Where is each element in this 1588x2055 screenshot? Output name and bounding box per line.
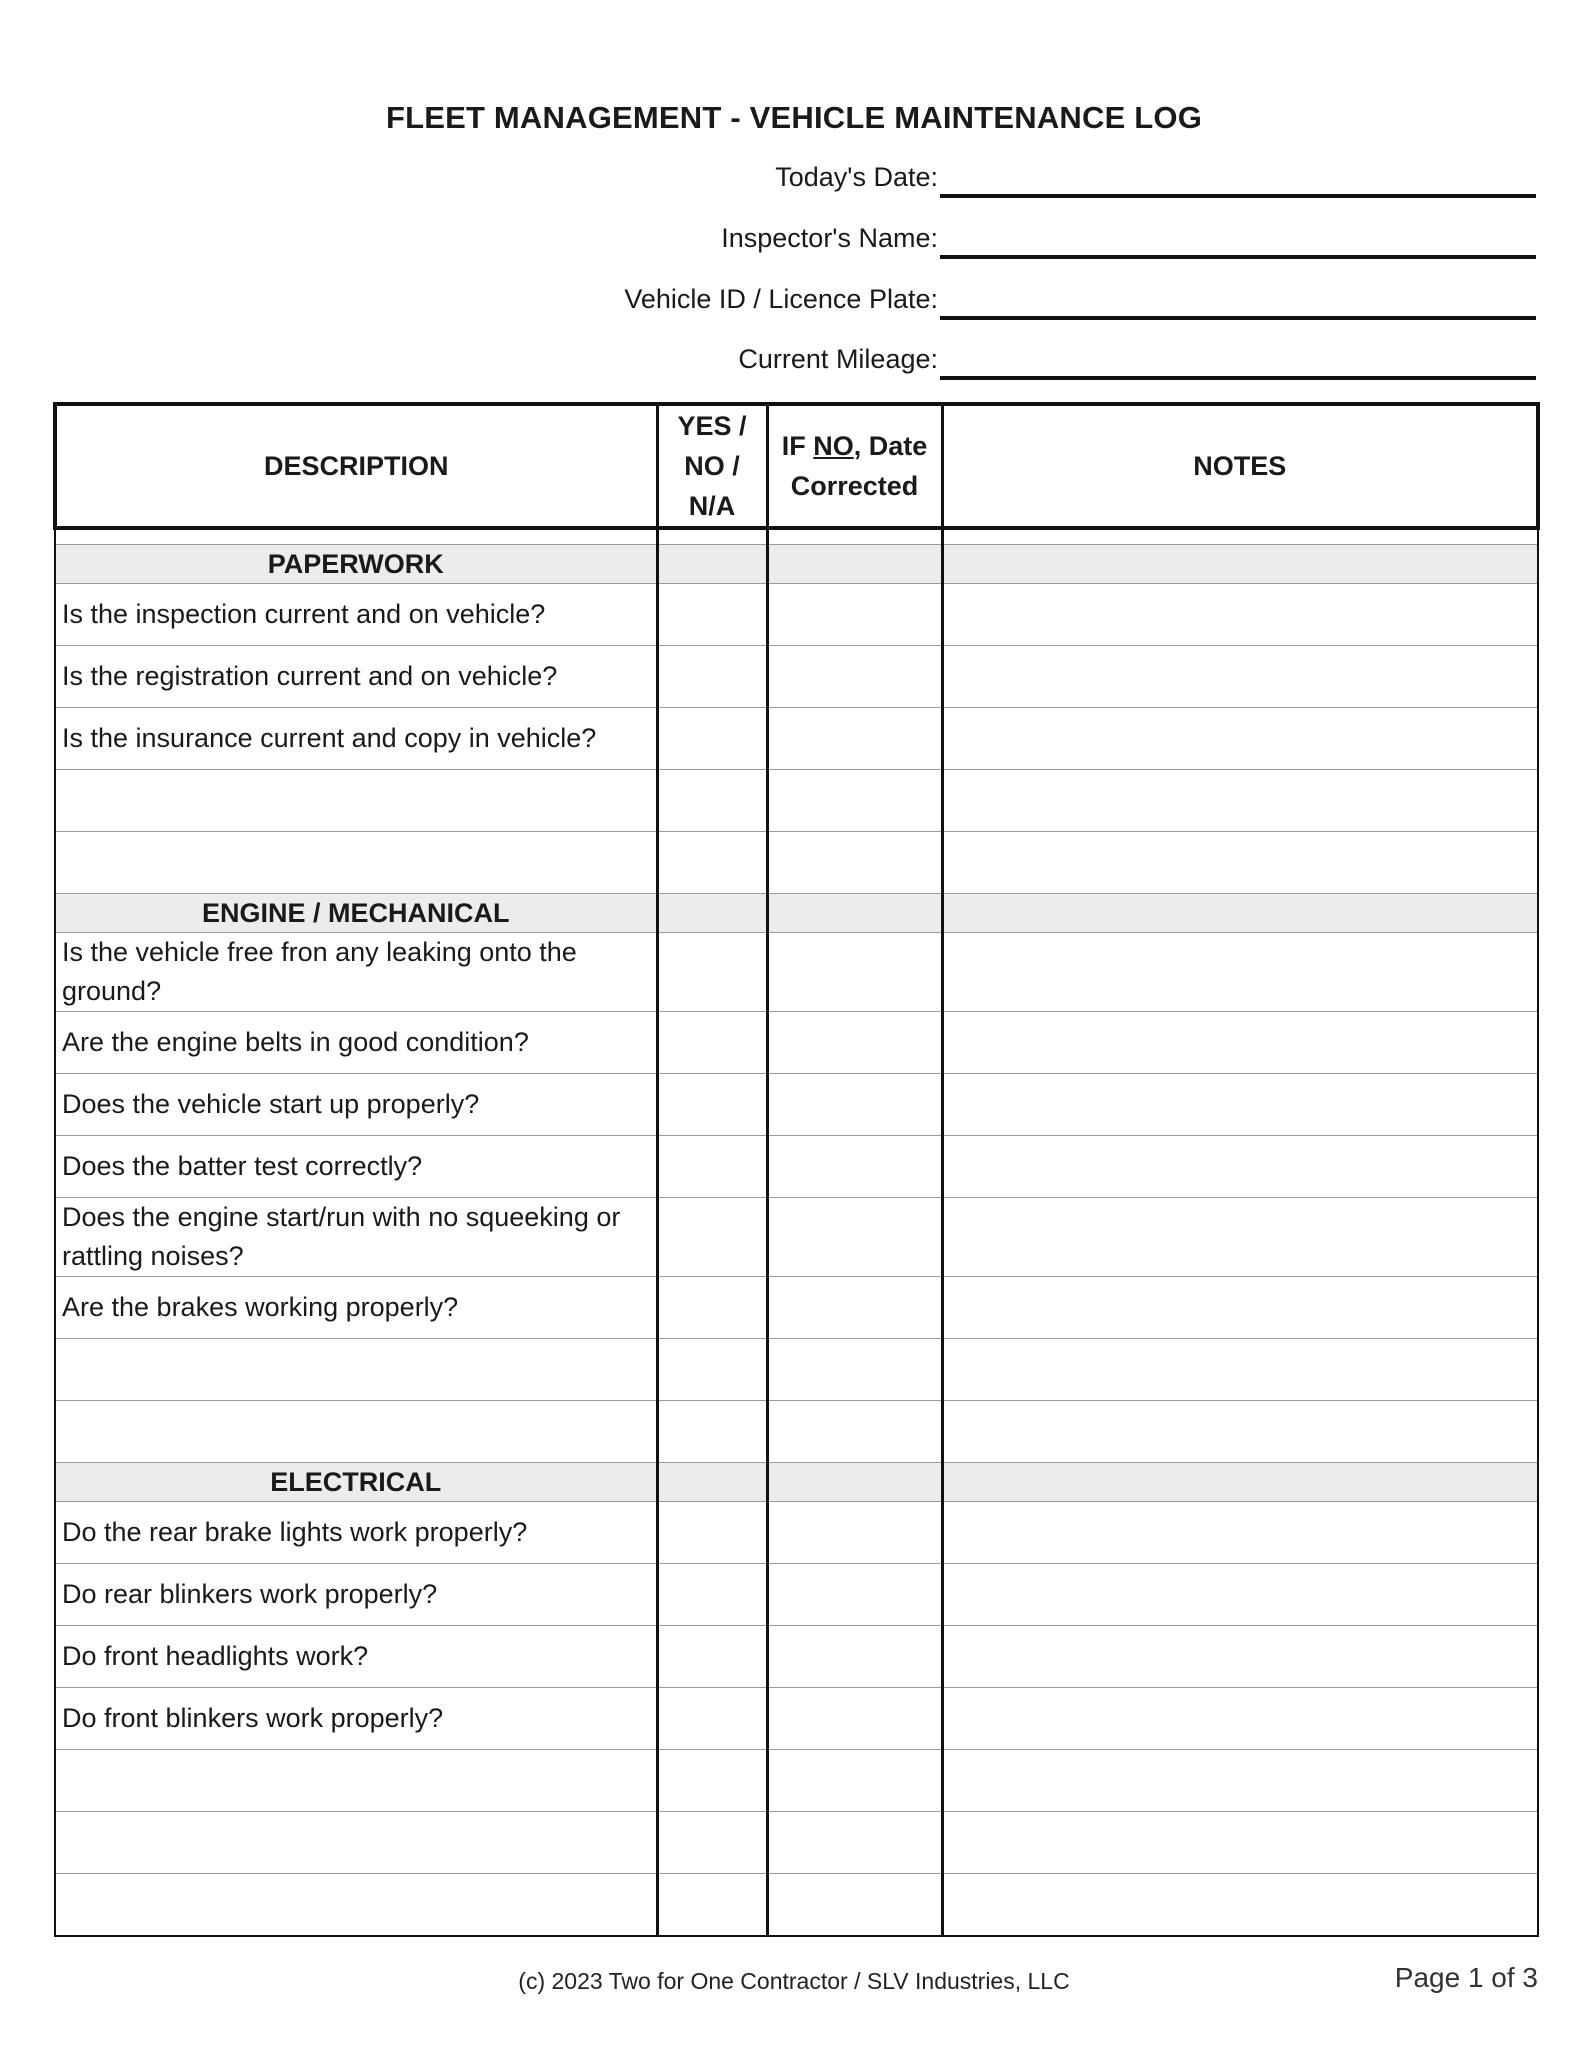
todays-date-field[interactable] (940, 194, 1536, 198)
date-corrected-cell[interactable] (767, 584, 942, 646)
table-row (55, 832, 1538, 894)
header-description: DESCRIPTION (55, 404, 657, 528)
header-notes: NOTES (942, 404, 1538, 528)
date-corrected-cell[interactable] (767, 646, 942, 708)
yes-no-na-cell[interactable] (657, 1339, 767, 1401)
table-row (55, 933, 1538, 1012)
date-corrected-cell[interactable] (767, 1688, 942, 1750)
notes-cell[interactable] (942, 1401, 1538, 1463)
item-description[interactable] (55, 1812, 657, 1874)
table-row (55, 1012, 1538, 1074)
notes-cell[interactable] (942, 1074, 1538, 1136)
page-number: Page 1 of 3 (1394, 1962, 1538, 1993)
notes-cell[interactable] (942, 1874, 1538, 1937)
date-corrected-cell[interactable] (767, 1502, 942, 1564)
item-description[interactable] (55, 1339, 657, 1401)
date-corrected-cell[interactable] (767, 1750, 942, 1812)
yes-no-na-cell[interactable] (657, 1750, 767, 1812)
table-row (55, 1136, 1538, 1198)
notes-cell[interactable] (942, 708, 1538, 770)
yes-no-na-cell[interactable] (657, 1688, 767, 1750)
item-description: Are the brakes working properly? (55, 1277, 657, 1339)
notes-cell[interactable] (942, 584, 1538, 646)
yes-no-na-cell[interactable] (657, 1198, 767, 1277)
section-title: ENGINE / MECHANICAL (55, 894, 657, 933)
item-description: Do the rear brake lights work properly? (55, 1502, 657, 1564)
item-description: Is the inspection current and on vehicle? (55, 584, 657, 646)
yes-no-na-cell[interactable] (657, 1136, 767, 1198)
section-paperwork (55, 545, 1538, 584)
item-description[interactable] (55, 1401, 657, 1463)
date-corrected-cell[interactable] (767, 1277, 942, 1339)
table-row (55, 708, 1538, 770)
current-mileage-row (336, 340, 1536, 390)
notes-cell[interactable] (942, 1502, 1538, 1564)
header-no: NO / (684, 451, 740, 481)
item-description: Is the insurance current and copy in vehicle? (55, 708, 657, 770)
date-corrected-cell[interactable] (767, 1074, 942, 1136)
vehicle-id-field[interactable] (940, 316, 1536, 320)
yes-no-na-cell[interactable] (657, 933, 767, 1012)
item-description[interactable] (55, 1874, 657, 1937)
table-row (55, 1812, 1538, 1874)
notes-cell[interactable] (942, 1688, 1538, 1750)
date-corrected-cell[interactable] (767, 1874, 942, 1937)
date-corrected-cell[interactable] (767, 1626, 942, 1688)
header-corrected: Corrected (790, 471, 919, 501)
yes-no-na-cell[interactable] (657, 1502, 767, 1564)
item-description: Are the engine belts in good condition? (55, 1012, 657, 1074)
table-row (55, 1626, 1538, 1688)
table-row (55, 1277, 1538, 1339)
table-row (55, 1074, 1538, 1136)
maintenance-log-table (53, 402, 1540, 1937)
todays-date-row (336, 158, 1536, 208)
notes-cell[interactable] (942, 933, 1538, 1012)
yes-no-na-cell[interactable] (657, 1564, 767, 1626)
date-corrected-cell[interactable] (767, 770, 942, 832)
todays-date-label: Today's Date: (775, 162, 938, 192)
yes-no-na-cell[interactable] (657, 584, 767, 646)
section-title: PAPERWORK (55, 545, 657, 584)
header-date: , Date (853, 431, 928, 461)
notes-cell[interactable] (942, 1339, 1538, 1401)
yes-no-na-cell[interactable] (657, 708, 767, 770)
table-row (55, 1874, 1538, 1937)
section-title: ELECTRICAL (55, 1463, 657, 1502)
notes-cell[interactable] (942, 1198, 1538, 1277)
yes-no-na-cell[interactable] (657, 1401, 767, 1463)
item-description: Do front blinkers work properly? (55, 1688, 657, 1750)
notes-cell[interactable] (942, 832, 1538, 894)
yes-no-na-cell[interactable] (657, 832, 767, 894)
vehicle-id-label: Vehicle ID / Licence Plate: (624, 284, 938, 314)
table-row (55, 1564, 1538, 1626)
date-corrected-cell[interactable] (767, 1401, 942, 1463)
notes-cell[interactable] (942, 1136, 1538, 1198)
notes-cell[interactable] (942, 1564, 1538, 1626)
header-yes: YES / (677, 411, 747, 441)
table-row (55, 770, 1538, 832)
yes-no-na-cell[interactable] (657, 646, 767, 708)
yes-no-na-cell[interactable] (657, 1812, 767, 1874)
header-yes-no-na (657, 404, 767, 528)
current-mileage-label: Current Mileage: (738, 344, 938, 374)
inspector-name-field[interactable] (940, 255, 1536, 259)
notes-cell[interactable] (942, 1012, 1538, 1074)
header-if-prefix: IF (781, 431, 814, 461)
item-description[interactable] (55, 832, 657, 894)
spacer-row (55, 528, 1538, 545)
yes-no-na-cell[interactable] (657, 1874, 767, 1937)
header-no-underlined: NO (813, 431, 854, 461)
notes-cell[interactable] (942, 1626, 1538, 1688)
date-corrected-cell[interactable] (767, 1812, 942, 1874)
item-description: Is the registration current and on vehicle? (55, 646, 657, 708)
item-description: Does the vehicle start up properly? (55, 1074, 657, 1136)
item-description: Does the batter test correctly? (55, 1136, 657, 1198)
item-description: Do front headlights work? (55, 1626, 657, 1688)
notes-cell[interactable] (942, 1750, 1538, 1812)
table-row (55, 646, 1538, 708)
header-na: N/A (688, 491, 736, 521)
table-header-row (55, 404, 1538, 528)
footer-copyright: (c) 2023 Two for One Contractor / SLV Industries, LLC (518, 1968, 1070, 1994)
notes-cell[interactable] (942, 646, 1538, 708)
item-description: Is the vehicle free fron any leaking onto the ground? (55, 933, 657, 1012)
item-description[interactable] (55, 1750, 657, 1812)
vehicle-id-row (336, 280, 1536, 330)
current-mileage-field[interactable] (940, 376, 1536, 380)
date-corrected-cell[interactable] (767, 832, 942, 894)
date-corrected-cell[interactable] (767, 1339, 942, 1401)
yes-no-na-cell[interactable] (657, 1012, 767, 1074)
date-corrected-cell[interactable] (767, 708, 942, 770)
table-row (55, 1688, 1538, 1750)
table-row (55, 1401, 1538, 1463)
yes-no-na-cell[interactable] (657, 770, 767, 832)
yes-no-na-cell[interactable] (657, 1626, 767, 1688)
page-title: FLEET MANAGEMENT - VEHICLE MAINTENANCE LOG (385, 100, 1203, 135)
date-corrected-cell[interactable] (767, 1136, 942, 1198)
yes-no-na-cell[interactable] (657, 1277, 767, 1339)
notes-cell[interactable] (942, 770, 1538, 832)
date-corrected-cell[interactable] (767, 1012, 942, 1074)
section-electrical (55, 1463, 1538, 1502)
date-corrected-cell[interactable] (767, 1564, 942, 1626)
table-row (55, 1502, 1538, 1564)
table-row (55, 1750, 1538, 1812)
inspector-name-row (336, 219, 1536, 269)
notes-cell[interactable] (942, 1812, 1538, 1874)
inspector-name-label: Inspector's Name: (721, 223, 938, 253)
table-row (55, 1339, 1538, 1401)
item-description[interactable] (55, 770, 657, 832)
section-engine-mechanical (55, 894, 1538, 933)
table-row (55, 1198, 1538, 1277)
date-corrected-cell[interactable] (767, 933, 942, 1012)
table-row (55, 584, 1538, 646)
header-if-no-date-corrected (767, 404, 942, 528)
item-description: Do rear blinkers work properly? (55, 1564, 657, 1626)
item-description: Does the engine start/run with no squeeking or rattling noises? (55, 1198, 657, 1277)
date-corrected-cell[interactable] (767, 1198, 942, 1277)
yes-no-na-cell[interactable] (657, 1074, 767, 1136)
notes-cell[interactable] (942, 1277, 1538, 1339)
